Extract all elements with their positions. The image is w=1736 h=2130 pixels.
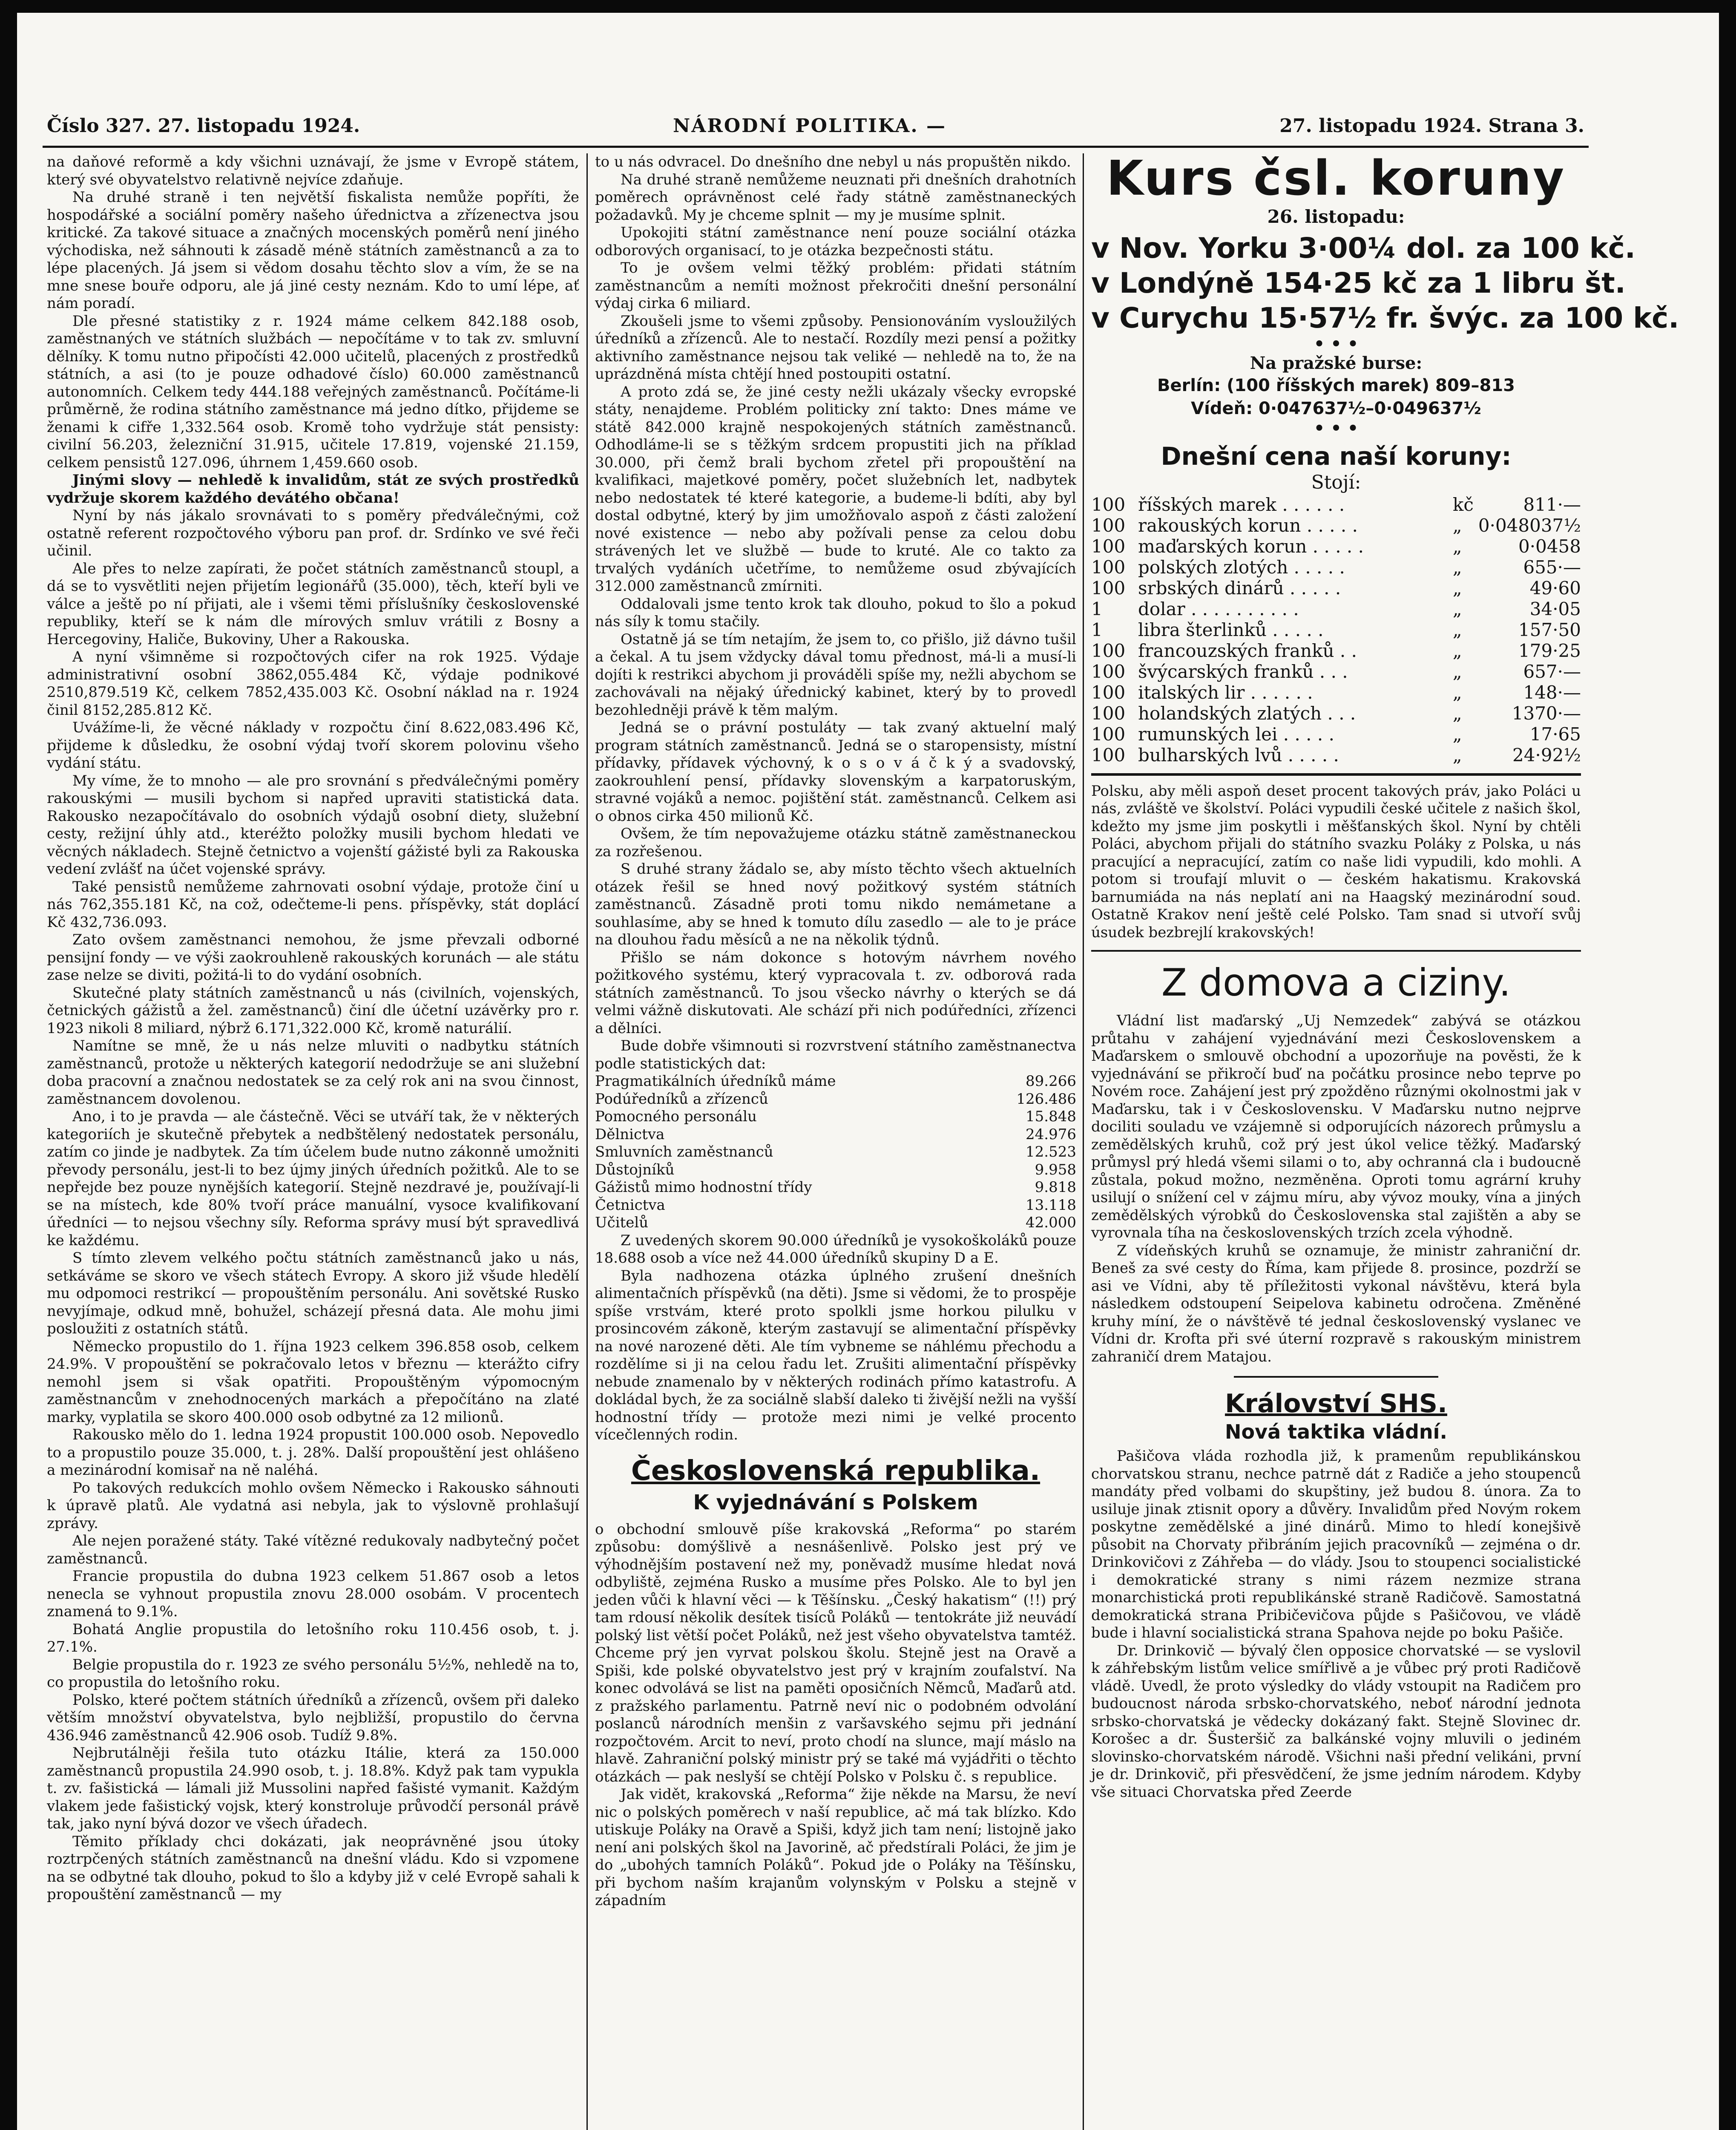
issue-number: Číslo 327. 27. listopadu 1924. xyxy=(47,115,360,137)
unit: „ xyxy=(1452,661,1462,682)
staff-statistics-table xyxy=(595,1073,1076,1232)
masthead-title: NÁRODNÍ POLITIKA. — xyxy=(673,115,947,137)
section-rule xyxy=(1091,950,1581,952)
amount: 100 xyxy=(1091,535,1126,557)
koruna-price-heading: Dnešní cena naší koruny: xyxy=(1161,441,1512,471)
paragraph: Ovšem, že tím nepovažujeme otázku státně zaměstnaneckou za rozřešenou. xyxy=(595,825,1076,860)
paragraph: My víme, že to mnoho — ale pro srovnání s předválečnými poměry rakouskými — musili bychom si napřed upraviti statistická data. Rakousko nezapočítávalo do osobních výdajů osobní diety, služební cesty, režijní úhly atd., kteréžto položky musili bychom hledati ve věcných nákladech. Stejně četnictvo a vojenští gážisté byli za Rakouska vedení zvlášť na účet vojenské správy. xyxy=(47,772,579,878)
separator-dots: • • • xyxy=(1313,418,1359,438)
price: 657·— xyxy=(1523,661,1581,682)
paragraph: Bohatá Anglie propustila do letošního roku 110.456 osob, t. j. 27.1%. xyxy=(47,1621,579,1655)
paragraph: Namítne se mně, že u nás nelze mluviti o nadbytku státních zaměstnanců, protože u některých kategorií nedodržuje se ani služební doba pracovní a značnou nedostatek se za celý rok ani na svou činnost, zaměstnancem dovolenou. xyxy=(47,1037,579,1108)
amount: 100 xyxy=(1091,723,1126,745)
price: 157·50 xyxy=(1518,619,1581,640)
unit: „ xyxy=(1452,723,1462,745)
paragraph: A proto zdá se, že jiné cesty nežli ukázaly všecky evropské státy, nenajdeme. Problém politicky zní takto: Dnes máme ve státě 842.000 krajně nespokojených státních zaměstnanců. Odhodláme-li se s těžkým srdcem propustiti jich na příklad 30.000, při čemž brali bychom zřetel při propouštění na kvalifikaci, majetkové poměry, počet služebních let, nadbytek nebo nedostatek té které kategorie, a budeme-li bdíti, aby byl dostal odbytné, který by jim umožňovalo aspoň z části založení nové existence — nebo aby požívali pense za celou dobu strávených let ve službě — bude to kruté. Ale co takto za trvalých vydáních učetříme, to nemůžeme osud zbývajících 312.000 zaměstnanců zmírniti. xyxy=(595,383,1076,595)
amount: 100 xyxy=(1091,515,1126,536)
stat-label: Pomocného personálu xyxy=(595,1108,757,1125)
price: 49·60 xyxy=(1529,577,1581,599)
table-row xyxy=(1091,494,1581,515)
amount: 100 xyxy=(1091,577,1126,599)
paragraph: Vládní list maďarský „Uj Nemzedek“ zabývá se otázkou průtahu v zahájení vyjednávání mezi Československem a Maďarskem o smlouvě obchodní a upozorňuje na pověsti, že k vyjednávání se přikročí buď na počátku prosince nebo teprve po Novém roce. Zahájení jest prý zpožděno různými okolnostmi jak v Maďarsku, tak i v Československu. V Maďarsku nutno nejprve dociliti souladu ve vzájemně si odporujících názorech průmyslu a zemědělských kruhů, což prý jest úkol velice těžký. Maďarský průmysl prý hledá všemi silami o to, aby ochranná cla i budoucně zůstala, pokud možno, nezměněna. Oproti tomu agrární kruhy usilují o snížení cel v zájmu míru, aby vývoz mouky, vína a jiných zemědělských výrobků do Československa stal zajištěn a aby se vyrovnala tíha na československých trzích zcela výhodně. xyxy=(1091,1012,1581,1241)
column-divider-1 xyxy=(586,153,588,2130)
currency-name: říšských marek . . . . . . xyxy=(1138,494,1345,515)
rate-new-york: v Nov. Yorku 3·00¼ dol. za 100 kč. xyxy=(1091,231,1635,265)
stat-value: 13.118 xyxy=(1026,1196,1076,1214)
paragraph: Těmito příklady chci dokázati, jak neoprávněné jsou útoky roztrpčených státních zaměstnanců na dnešní vládu. Kdo si vzpomene na se odbytné tak dlouho, pokud to šlo a kdyby již v celé Evropě sahali k propouštění zaměstnanců — my xyxy=(47,1833,579,1903)
paragraph: Ostatně já se tím netajím, že jsem to, co přišlo, již dávno tušil a čekal. A tu jsem vždycky dával tomu přednost, má-li a musí-li dojíti k restrikci abychom ji prováděli spíše my, nežli abychom se zachovávali na nějaký úřednický kabinet, který by to provedl bezohledněji právě k těm malým. xyxy=(595,630,1076,719)
paragraph: S tímto zlevem velkého počtu státních zaměstnanců jako u nás, setkáváme se skoro ve všech státech Evropy. A skoro již všude hledělí mu odpomoci restrikcí — propouštěním personálu. Ani sovětské Rusko nevyjímaje, odkud mně, bohužel, scházejí přesná data. Ale mohu jimi posloužiti z ostatních států. xyxy=(47,1249,579,1337)
table-row xyxy=(1091,515,1581,536)
prague-exchange-heading: Na pražské burse: xyxy=(1250,353,1423,373)
table-row xyxy=(595,1143,1076,1161)
paragraph: Jedná se o právní postuláty — tak zvaný aktuelní malý program státních zaměstnanců. Jedná se o staropensisty, místní přídavky, přídavek výchovný, k o s o v á č k ý a svadovský, zaokrouhlení pensí, přídavky slovenským a karpatoruským, stravné vojáků a nemoc. pojištění stát. zaměstnanců. Celkem asi o obnos cirka 450 milionů Kč. xyxy=(595,719,1076,825)
price: 17·65 xyxy=(1529,723,1581,745)
currency-rate-heading: Kurs čsl. koruny xyxy=(1106,151,1566,206)
table-row xyxy=(595,1073,1076,1091)
paragraph: Zkoušeli jsme to všemi způsoby. Pensionováním vysloužilých úředníků a zřízenců. Ale to nestačí. Rozdíly mezi pensí a požitky aktivního zaměstnance nejsou tak veliké — nehledě na to, že na uprázdněná místa chtějí hned postoupiti ostatní. xyxy=(595,312,1076,383)
table-row xyxy=(1091,557,1581,578)
paragraph: Na druhé straně i ten největší fiskalista nemůže popříti, že hospodářské a sociální poměry našeho úřednictva a zřízenectva jsou kritické. Za takové situace a značných mocenských poměrů není jiného východiska, než sáhnouti k zásadě méně státních zaměstnanců a za to lépe placených. Já jsem si vědom dosahu těchto slov a vím, že se na mne snese bouře odporu, ale já jiné cesty neznám. Kdo to umí lépe, ať nám poradí. xyxy=(47,189,579,312)
stat-label: Gážistů mimo hodnostní třídy xyxy=(595,1179,812,1196)
paragraph: Přišlo se nám dokonce s hotovým návrhem nového požitkového systému, který vypracovala t. zv. odborová rada státních zaměstnanců. To jsou všecko návrhy o kterých se dá velmi vážně diskutovati. Ale schází při nich podúředníci, zřízenci a dělníci. xyxy=(595,949,1076,1037)
unit: „ xyxy=(1452,556,1462,578)
currency-name: rakouských korun . . . . . xyxy=(1138,515,1358,536)
section-heading-home-abroad: Z domova a ciziny. xyxy=(1161,961,1511,1005)
unit: „ xyxy=(1452,598,1462,619)
paragraph: Z vídeňských kruhů se oznamuje, že ministr zahraniční dr. Beneš za své cesty do Říma, kam přijede 8. prosince, pozdrží se asi ve Vídni, aby tě příležitosti vykonal návštěvu, která byla následkem odstoupení Seipelova kabinetu odročena. Změněné kruhy míní, že o návštěvě té jednal československý vyslanec ve Vídni dr. Krofta při své úterní rozpravě s rakouským ministrem zahraničí drem Matajou. xyxy=(1091,1242,1581,1365)
rate-date: 26. listopadu: xyxy=(1267,206,1405,227)
section-heading-czechoslovak-republic: Československá republika. xyxy=(631,1455,1040,1487)
currency-name: dolar . . . . . . . . . . xyxy=(1138,598,1299,619)
column-1 xyxy=(47,153,579,2130)
price: 0·0458 xyxy=(1518,535,1581,557)
amount: 100 xyxy=(1091,744,1126,766)
column-2 xyxy=(595,153,1076,2130)
paragraph: Ale nejen poražené státy. Také vítězné redukovaly nadbytečný počet zaměstnanců. xyxy=(47,1532,579,1567)
price: 655·— xyxy=(1523,556,1581,578)
stat-label: Učitelů xyxy=(595,1214,649,1231)
paragraph: Zato ovšem zaměstnanci nemohou, že jsme převzali odborné pensijní fondy — ve výši zaokrouhleně rakouských korunách — ale státu zase nelze se diviti, požitá-li to do vydání osobních. xyxy=(47,931,579,984)
amount: 100 xyxy=(1091,556,1126,578)
stat-label: Četnictva xyxy=(595,1196,665,1214)
page-header xyxy=(47,115,1584,145)
paragraph: Polsko, které počtem státních úředníků a zřízenců, ovšem při daleko větším množství obyvatelstva, bylo nejbližší, propustilo do června 436.946 zaměstnanců 42.906 osob. Tudíž 9.8%. xyxy=(47,1691,579,1744)
stat-value: 15.848 xyxy=(1026,1108,1076,1125)
separator-dots: • • • xyxy=(1313,334,1359,354)
unit: „ xyxy=(1452,515,1462,536)
stat-value: 42.000 xyxy=(1026,1214,1076,1231)
paragraph: Z uvedených skorem 90.000 úředníků je vysokoškoláků pouze 18.688 osob a více než 44.000 úředníků skupiny D a E. xyxy=(595,1232,1076,1266)
price: 0·048037½ xyxy=(1478,515,1581,536)
paragraph: Německo propustilo do 1. října 1923 celkem 396.858 osob, celkem 24.9%. V propouštění se pokračovalo letos v březnu — kterážto cifry nemohl jsem si však opatřiti. Propouštěným výpomocným zaměstnancům v znehodnocených markách a přepočítáno na zlaté marky, vyplatila se skoro 400.000 osob odbytné za 12 milionů. xyxy=(47,1338,579,1426)
exchange-line: Vídeň: 0·047637½–0·049637½ xyxy=(1191,398,1481,418)
stat-value: 89.266 xyxy=(1026,1073,1076,1090)
currency-name: italských lir . . . . . . xyxy=(1138,682,1313,703)
paragraph: Skutečné platy státních zaměstnanců u nás (civilních, vojenských, četnických gážistů a žel. zaměstnanců) činí dle účetní uzávěrky pro r. 1923 nikoli 8 miliard, nýbrž 6.171,322.000 Kč, kromě naturálií. xyxy=(47,984,579,1037)
table-row xyxy=(595,1161,1076,1179)
paragraph: Francie propustila do dubna 1923 celkem 51.867 osob a letos nenecla se vyhnout propustila znovu 28.000 osobám. V procentech znamená to 9.1%. xyxy=(47,1568,579,1620)
paragraph: na daňové reformě a kdy všichni uznávají, že jsme v Evropě státem, který své obyvatelstvo relativně nejvíce zdaňuje. xyxy=(47,153,579,188)
price: 811·— xyxy=(1523,494,1581,515)
stat-label: Důstojníků xyxy=(595,1161,675,1178)
table-row xyxy=(1091,640,1581,661)
currency-name: švýcarských franků . . . xyxy=(1138,661,1348,682)
column-divider-2 xyxy=(1083,153,1084,2130)
paragraph: Pašičova vláda rozhodla již, k pramenům republikánskou chorvatskou stranu, nechce patrně dát z Radiče a jeho stoupenců mandáty před volbami do skupštiny, jež budou 8. února. Za to usiluje jinak ztisnit opory a důvěry. Invalidům před Novým rokem poskytne zemědělské a jiné dinárů. Mimo to hledí konejšivě působit na Chorvaty přibráním jejich pracovníků — zejména o dr. Drinkovičovi z Záhřeba — do vlády. Jsou to stoupenci socialistické i demokratické strany s nimi rázem nezmize strana monarchistická proti republikánské straně Radičově. Samostatná demokratická strana Pribičevičova půjde s Pašičovou, ve vládě bude i hlavní socialistická strana Spahova nejde po boku Pašiče. xyxy=(1091,1448,1581,1641)
paragraph: Na druhé straně nemůžeme neuznati při dnešních drahotních poměrech oprávněnost celé řady státně zaměstnaneckých požadavků. My je chceme splnit — my je musíme splnit. xyxy=(595,171,1076,224)
table-row xyxy=(1091,536,1581,557)
price: 148·— xyxy=(1523,682,1581,703)
paragraph: Rakousko mělo do 1. ledna 1924 propustit 100.000 osob. Nepovedlo to a propustilo pouze 35.000, t. j. 28%. Další propouštění jest ohlášeno a mezinárodní komisař na ně naléhá. xyxy=(47,1426,579,1479)
table-row xyxy=(595,1108,1076,1126)
price: 179·25 xyxy=(1518,640,1581,661)
column-3 xyxy=(1091,151,1679,2130)
unit: „ xyxy=(1452,744,1462,766)
currency-name: francouzských franků . . xyxy=(1138,640,1357,661)
unit: „ xyxy=(1452,619,1462,640)
table-row xyxy=(595,1179,1076,1197)
paragraph: Bude dobře všimnouti si rozvrstvení státního zaměstnanectva podle statistických dat: xyxy=(595,1037,1076,1072)
paragraph: To je ovšem velmi těžký problém: přidati státním zaměstnancům a nemíti možnost překročiti dnešní personální výdaj cirka 6 miliard. xyxy=(595,259,1076,312)
box-rule xyxy=(1091,773,1581,776)
paragraph: to u nás odvracel. Do dnešního dne nebyl u nás propuštěn nikdo. xyxy=(595,153,1071,170)
paragraph: Dr. Drinkovič — bývalý člen opposice chorvatské — se vyslovil k záhřebským listům velice smířlivě a je vůbec prý proti Radičově vládě. Uvedl, že proto výsledky do vlády vstoupit na Radičem pro budoucnost národa srbsko-chorvatského, neboť národní jednota srbsko-chorvatská je vědecky dokázaný fakt. Stejně Slovinec dr. Korošec a dr. Šusteršič za balkánské vojny mluvili o jediném slovinsko-chorvatském národě. Všichni naši přední velikáni, první je dr. Drinkovič, při přesvědčení, že jsme jedním národem. Kdyby vše situaci Chorvatska před Zeerde xyxy=(1091,1642,1581,1801)
paragraph: Oddalovali jsme tento krok tak dlouho, pokud to šlo a pokud nás síly k tomu stačily. xyxy=(595,595,1076,630)
paragraph: Nyní by nás jákalo srovnávati to s poměry předválečnými, což ostatně referent rozpočtového výboru pan prof. dr. Srdínko ve své řeči učinil. xyxy=(47,507,579,559)
table-row xyxy=(1091,578,1581,599)
stat-label: Pragmatikálních úředníků máme xyxy=(595,1073,836,1090)
article-heading-poland: K vyjednávání s Polskem xyxy=(693,1490,978,1514)
table-row xyxy=(1091,682,1581,703)
paragraph: Ale přes to nelze zapírati, že počet státních zaměstnanců stoupl, a dá se to vysvětliti nejen přijetím legionářů (35.000), těch, kteří byli ve válce a ještě po ní přijati, ale i všemi těmi příslušníky československé republiky, kteří se k nám dle mírových smluv vrátili z Bosny a Hercegoviny, Haliče, Bukoviny, Uher a Rakouska. xyxy=(47,560,579,648)
currency-name: libra šterlinků . . . . . xyxy=(1138,619,1324,640)
unit: „ xyxy=(1452,702,1462,724)
paragraph: S druhé strany žádalo se, aby místo těchto všech aktuelních otázek řešil se hned nový požitkový systém státních zaměstnanců. Zásadně proti tomu nikdo nemámetane a souhlasíme, aby se hned k tomuto dílu zasedlo — ale to je práce na dlouhou řadu měsíců a ne na několik týdnů. xyxy=(595,861,1076,948)
stat-value: 9.958 xyxy=(1035,1161,1076,1178)
amount: 1 xyxy=(1091,619,1103,640)
unit: „ xyxy=(1452,535,1462,557)
amount: 1 xyxy=(1091,598,1103,619)
paragraph: Po takových redukcích mohlo ovšem Německo i Rakousko sáhnouti k úpravě platů. Ale vydatná asi nebyla, jak to výslovně prohlašují zprávy. xyxy=(47,1479,579,1532)
page-number: 27. listopadu 1924. Strana 3. xyxy=(1279,115,1584,137)
newspaper-page xyxy=(17,13,1719,2130)
rate-zurich: v Curychu 15·57½ fr. švýc. za 100 kč. xyxy=(1091,301,1679,334)
currency-name: holandských zlatých . . . xyxy=(1138,702,1356,724)
stat-value: 126.486 xyxy=(1016,1090,1076,1108)
table-row xyxy=(1091,703,1581,724)
currency-name: rumunských lei . . . . . xyxy=(1138,723,1334,745)
currency-name: srbských dinárů . . . . . xyxy=(1138,577,1341,599)
stat-value: 24.976 xyxy=(1026,1125,1076,1143)
koruna-price-subheading: Stojí: xyxy=(1311,471,1361,493)
table-row xyxy=(595,1126,1076,1144)
table-row xyxy=(595,1197,1076,1215)
separator-rule xyxy=(1234,1376,1438,1378)
currency-name: maďarských korun . . . . . xyxy=(1138,535,1364,557)
paragraph: Dle přesné statistiky z r. 1924 máme celkem 842.188 osob, zaměstnaných ve státních službách — nepočítáme v to tak zv. smluvní dělníky. K tomu nutno připočísti 42.000 učitelů, placených z prostředků státních, a asi (to je pouze odhadové číslo) 60.000 zaměstnanců autonomních. Celkem tedy 444.188 veřejných zaměstnanců. Počítáme-li průměrně, že rodina státního zaměstnance má jedno dítko, přijdeme se ženami k cifře 1,332.564 osob. Kromě toho vydržuje stát pensisty: civilní 56.203, železniční 31.915, učitele 17.819, vojenské 21.159, celkem pensistů 127.096, úhrnem 1,459.660 osob. xyxy=(47,312,579,471)
paragraph: Nejbrutálněji řešila tuto otázku Itálie, která za 150.000 zaměstnanců propustila 24.990 osob, t. j. 18.8%. Když pak tam vypukla t. zv. fašistická — lámali již Mussolini napřed fašisté vymanit. Každým vlakem jede fašistický vojsk, který konstroluje průvodčí personál právě tak, jako nyní bývá dozor ve všech úřadech. xyxy=(47,1744,579,1832)
currency-name: polských zlotých . . . . . xyxy=(1138,556,1345,578)
amount: 100 xyxy=(1091,702,1126,724)
paragraph: A nyní všimněme si rozpočtových cifer na rok 1925. Výdaje administrativní osobní 3862,055.484 Kč, výdaje podnikové 2510,879.519 Kč, celkem 7852,435.003 Kč. Osobní náklad na r. 1924 činil 8152,285.812 Kč. xyxy=(47,648,579,719)
paragraph: o obchodní smlouvě píše krakovská „Reforma“ po starém způsobu: domýšlivě a nesnášenlivě. Polsko jest prý ve výhodnějším postavení než my, poněvadž musíme hledat nová odbyliště, zejména Rusko a musíme přes Polsko. Ale to byl jen jeden vůči k hlavní věci — k Těšínsku. „Český hakatism“ (!!) prý tam rdousí několik desítek tisíců Poláků — tentokráte již neuvádí polský list větší počet Poláků, než jest všeho obyvatelstva tamtéž. Chceme prý jen vyrvat polskou školu. Stejně jest na Oravě a Spiši, kde polské obyvatelstvo jest prý v krajním zoufalství. Na konec odvolává se list na paměti oposičních Němců, Maďarů atd. z pražského parlamentu. Patrně neví nic o podobném odvolání poslanců národních menšin z varšavského sejmu při jednání rozpočtovém. Arcit to neví, proto chodí na slunce, mají máslo na hlavě. Zahraniční polský ministr prý se také má vyjádřiti o těchto otázkách — pak neslyší se chtějí Polsko v Polsku č. s republice. xyxy=(595,1520,1076,1785)
paragraph: Také pensistů nemůžeme zahrnovati osobní výdaje, protože činí u nás 762,355.181 Kč, na což, odečteme-li pens. příspěvky, stát doplácí Kč 432,736.093. xyxy=(47,878,579,931)
amount: 100 xyxy=(1091,640,1126,661)
header-rule xyxy=(43,146,1589,148)
paragraph: Polsku, aby měli aspoň deset procent takových práv, jako Poláci u nás, zvláště ve školství. Poláci vypudili české učitele z našich škol, kdežto my jsme jim poskytli i měšťanských škol. Nyní by chtěli Poláci, abychom přijali do státního svazku Poláky z Polska, u nás pracující a nepracující, zatím co naše lidi vypudili, kdo mohli. A potom si troufají mluvit o — českém hakatismu. Krakovská barnumiáda na nás neplatí ani na Haagský mezinárodní soud. Ostatně Krakov není ještě celé Polsko. Tam snad si utvoří svůj úsudek bezbrejlí krakovských! xyxy=(1091,782,1581,941)
table-row xyxy=(595,1091,1076,1108)
paragraph: Uvážíme-li, že věcné náklady v rozpočtu činí 8.622,083.496 Kč, přijdeme k důsledku, že osobní výdaj tvoří skorem polovinu všeho vydání státu. xyxy=(47,719,579,771)
article-heading-new-tactics: Nová taktika vládní. xyxy=(1225,1420,1447,1443)
table-row xyxy=(595,1214,1076,1232)
table-row xyxy=(1091,599,1581,619)
paragraph: Ano, i to je pravda — ale částečně. Věci se utváří tak, že v některých kategoriích je skutečně přebytek a nedbštělený nedostatek personálu, zatím co jinde je nadbytek. Za tím účelem bude nutno zákonně umožniti převody personálu, jest-li to bez újmy jiných úředních požitků. Ale to se nepřejde bez pouze nynějších kategorií. Stejně nezdravé je, používají-li se na místech, kde 80% tvoří práce manuální, vysoce kvalifikovaní úředníci — to nejsou všechny síly. Reforma správy musí být spravedlivá ke každému. xyxy=(47,1108,579,1249)
amount: 100 xyxy=(1091,682,1126,703)
table-row xyxy=(1091,619,1581,640)
unit: „ xyxy=(1452,577,1462,599)
stat-value: 12.523 xyxy=(1026,1143,1076,1160)
amount: 100 xyxy=(1091,494,1126,515)
price: 34·05 xyxy=(1529,598,1581,619)
stat-label: Podúředníků a zřízenců xyxy=(595,1090,768,1108)
currency-table xyxy=(1091,494,1581,766)
price: 1370·— xyxy=(1512,702,1581,724)
price: 24·92½ xyxy=(1512,744,1581,766)
unit: „ xyxy=(1452,640,1462,661)
paragraph: Upokojiti státní zaměstnance není pouze sociální otázka odborových organisací, to je otázka bezpečnosti státu. xyxy=(595,224,1076,259)
stat-value: 9.818 xyxy=(1035,1179,1076,1196)
amount: 100 xyxy=(1091,661,1126,682)
unit: kč xyxy=(1452,494,1474,515)
currency-name: bulharských lvů . . . . . xyxy=(1138,744,1339,766)
stat-label: Smluvních zaměstnanců xyxy=(595,1143,773,1160)
table-row xyxy=(1091,724,1581,745)
paragraph: Jinými slovy — nehledě k invalidům, stát ze svých prostředků vydržuje skorem každého devátého občana! xyxy=(47,472,579,507)
paragraph: Jak vidět, krakovská „Reforma“ žije někde na Marsu, že neví nic o polských poměrech v naší republice, ač má tak blízko. Kdo utiskuje Poláky na Oravě a Spiši, když jich tam není; listojně jako není ani polských škol na Javorině, ač předstírali Poláci, že jim je do „ubohých tamních Poláků“. Pokud jde o Poláky na Těšínsku, při bychom naším krajanům volynským v Polsku a stejně v západním xyxy=(595,1786,1076,1909)
table-row xyxy=(1091,745,1581,766)
paragraph: Byla nadhozena otázka úplného zrušení dnešních alimentačních příspěvků (na děti). Jsme si vědomi, že to prospěje spíše vrstvám, které proto spolkli jsme horkou pilulku v prosincovém zákoně, kterým zastavují se alimentační příspěvky na nové narozené děti. Ale tím vybneme se náhlému přechodu a rozdělíme si ji na celou řadu let. Zrušiti alimentační příspěvky nebude znamenalo by v některých rodinách přímo katastrofu. A dokládal bych, že za sociálně slabší daleko ti živější nežli na vyšší hodnostní třídy — protože mezi nimi je velké procento vícečlenných rodin. xyxy=(595,1267,1076,1443)
section-heading-kingdom-shs: Království SHS. xyxy=(1225,1389,1447,1419)
rate-london: v Londýně 154·25 kč za 1 libru št. xyxy=(1091,266,1626,299)
unit: „ xyxy=(1452,682,1462,703)
paragraph: Belgie propustila do r. 1923 ze svého personálu 5½%, nehledě na to, co propustila do letošního roku. xyxy=(47,1656,579,1691)
exchange-line: Berlín: (100 říšských marek) 809–813 xyxy=(1157,375,1515,395)
stat-label: Dělnictva xyxy=(595,1125,665,1143)
table-row xyxy=(1091,661,1581,682)
